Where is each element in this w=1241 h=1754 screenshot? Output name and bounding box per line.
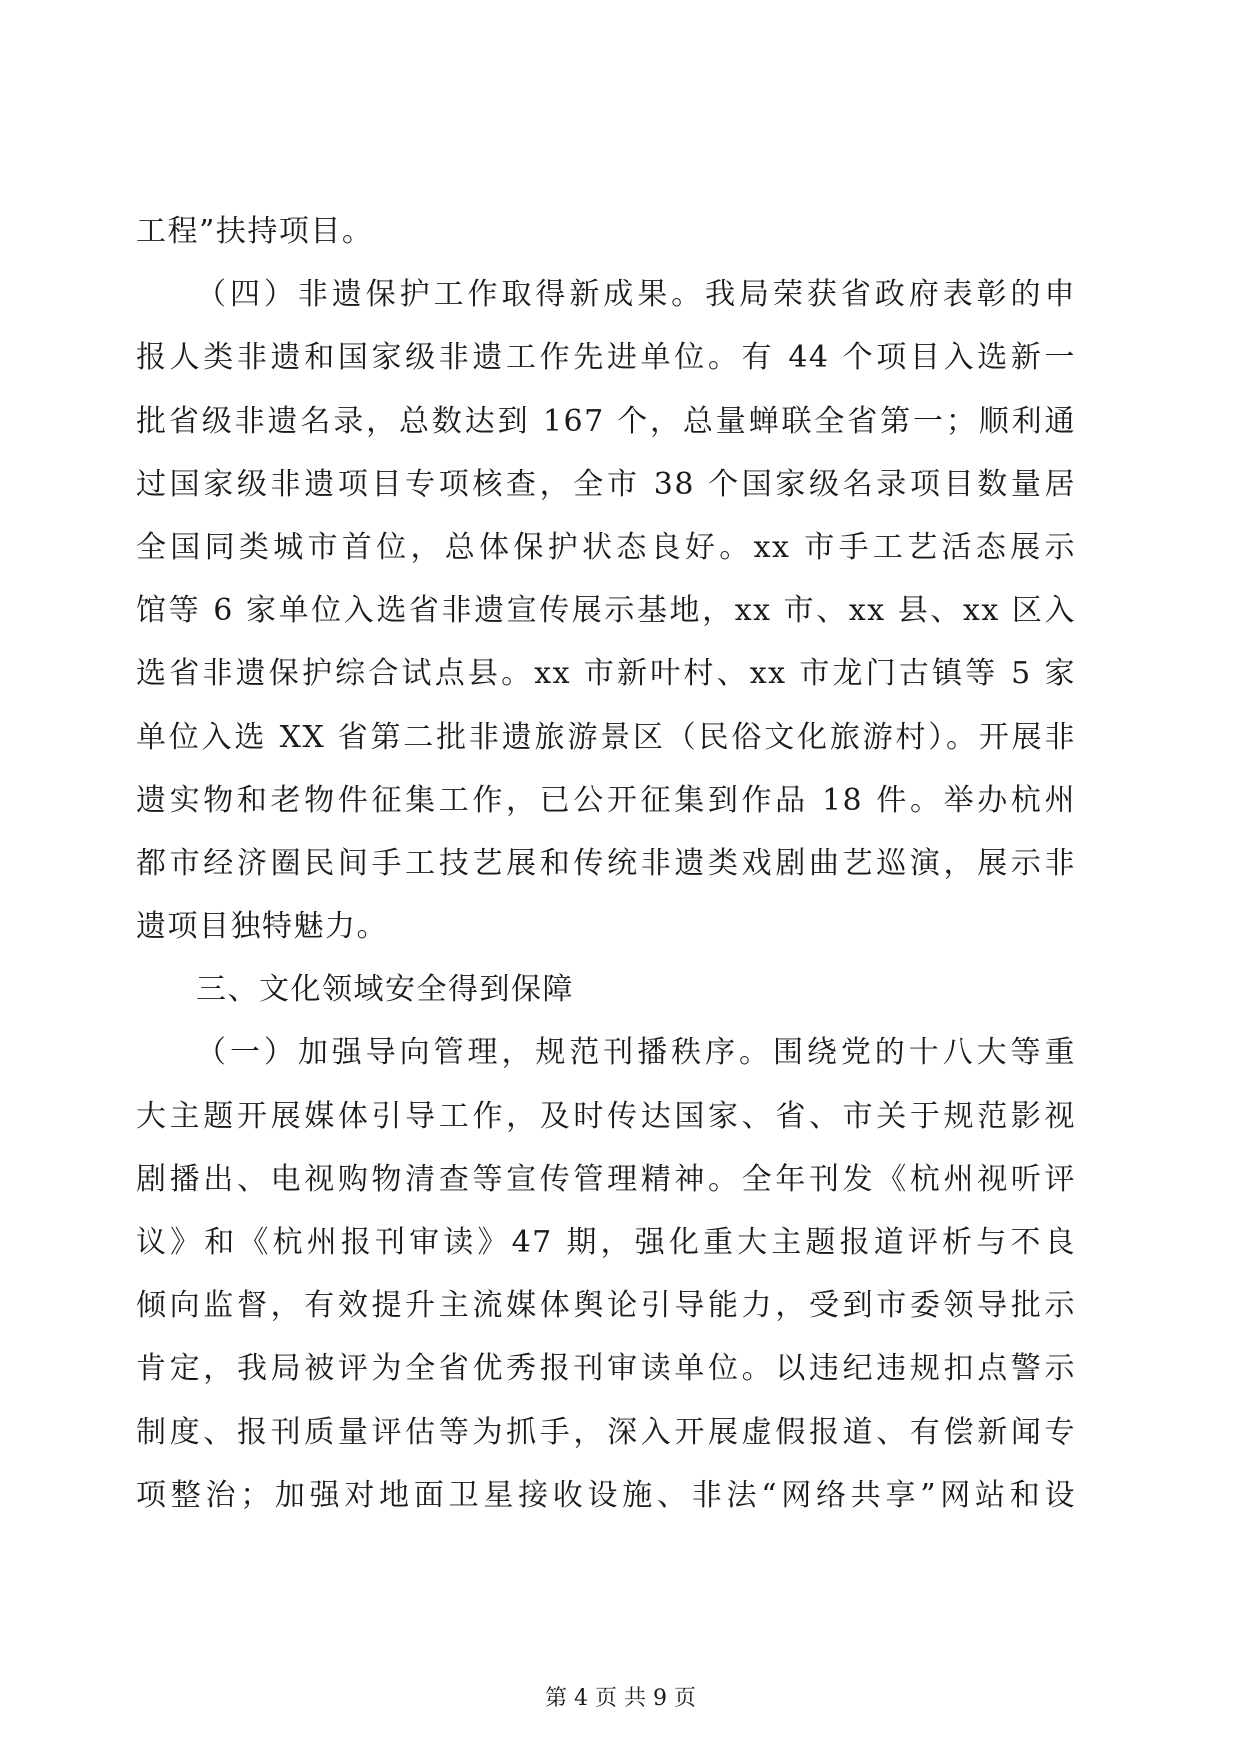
text-line: 遗项目独特魅力。	[136, 909, 388, 945]
text-line: 都市经济圈民间手工技艺展和传统非遗类戏剧曲艺巡演，展示非	[136, 845, 1076, 881]
text-line: 批省级非遗名录，总数达到 167 个，总量蝉联全省第一；顺利通	[136, 403, 1076, 439]
paragraph-heading-line: （四）非遗保护工作取得新成果。我局荣获省政府表彰的申	[196, 277, 1076, 313]
text-line: 报人类非遗和国家级非遗工作先进单位。有 44 个项目入选新一	[136, 340, 1076, 376]
text-line: 大主题开展媒体引导工作，及时传达国家、省、市关于规范影视	[136, 1098, 1076, 1134]
text-line: 选省非遗保护综合试点县。xx 市新叶村、xx 市龙门古镇等 5 家	[136, 656, 1076, 692]
paragraph-heading-line: （一）加强导向管理，规范刊播秩序。围绕党的十八大等重	[196, 1035, 1076, 1071]
text-line: 遗实物和老物件征集工作，已公开征集到作品 18 件。举办杭州	[136, 782, 1076, 818]
text-line: 过国家级非遗项目专项核查，全市 38 个国家级名录项目数量居	[136, 466, 1076, 502]
text-line: 全国同类城市首位，总体保护状态良好。xx 市手工艺活态展示	[136, 529, 1076, 565]
text-line: 项整治；加强对地面卫星接收设施、非法“网络共享”网站和设	[136, 1477, 1076, 1513]
section-heading: 三、文化领域安全得到保障	[196, 972, 574, 1008]
text-line: 剧播出、电视购物清查等宣传管理精神。全年刊发《杭州视听评	[136, 1161, 1076, 1197]
text-line: 制度、报刊质量评估等为抓手，深入开展虚假报道、有偿新闻专	[136, 1414, 1076, 1450]
page-number-footer: 第 4 页 共 9 页	[545, 1686, 696, 1711]
text-line: 馆等 6 家单位入选省非遗宣传展示基地，xx 市、xx 县、xx 区入	[136, 593, 1076, 629]
text-line: 单位入选 XX 省第二批非遗旅游景区（民俗文化旅游村）。开展非	[136, 719, 1076, 755]
document-body	[136, 200, 1076, 1527]
text-line: 工程”扶持项目。	[136, 214, 374, 249]
text-line: 肯定，我局被评为全省优秀报刊审读单位。以违纪违规扣点警示	[136, 1351, 1076, 1387]
text-line: 议》和《杭州报刊审读》47 期，强化重大主题报道评析与不良	[136, 1225, 1076, 1260]
text-line: 倾向监督，有效提升主流媒体舆论引导能力，受到市委领导批示	[136, 1288, 1076, 1324]
